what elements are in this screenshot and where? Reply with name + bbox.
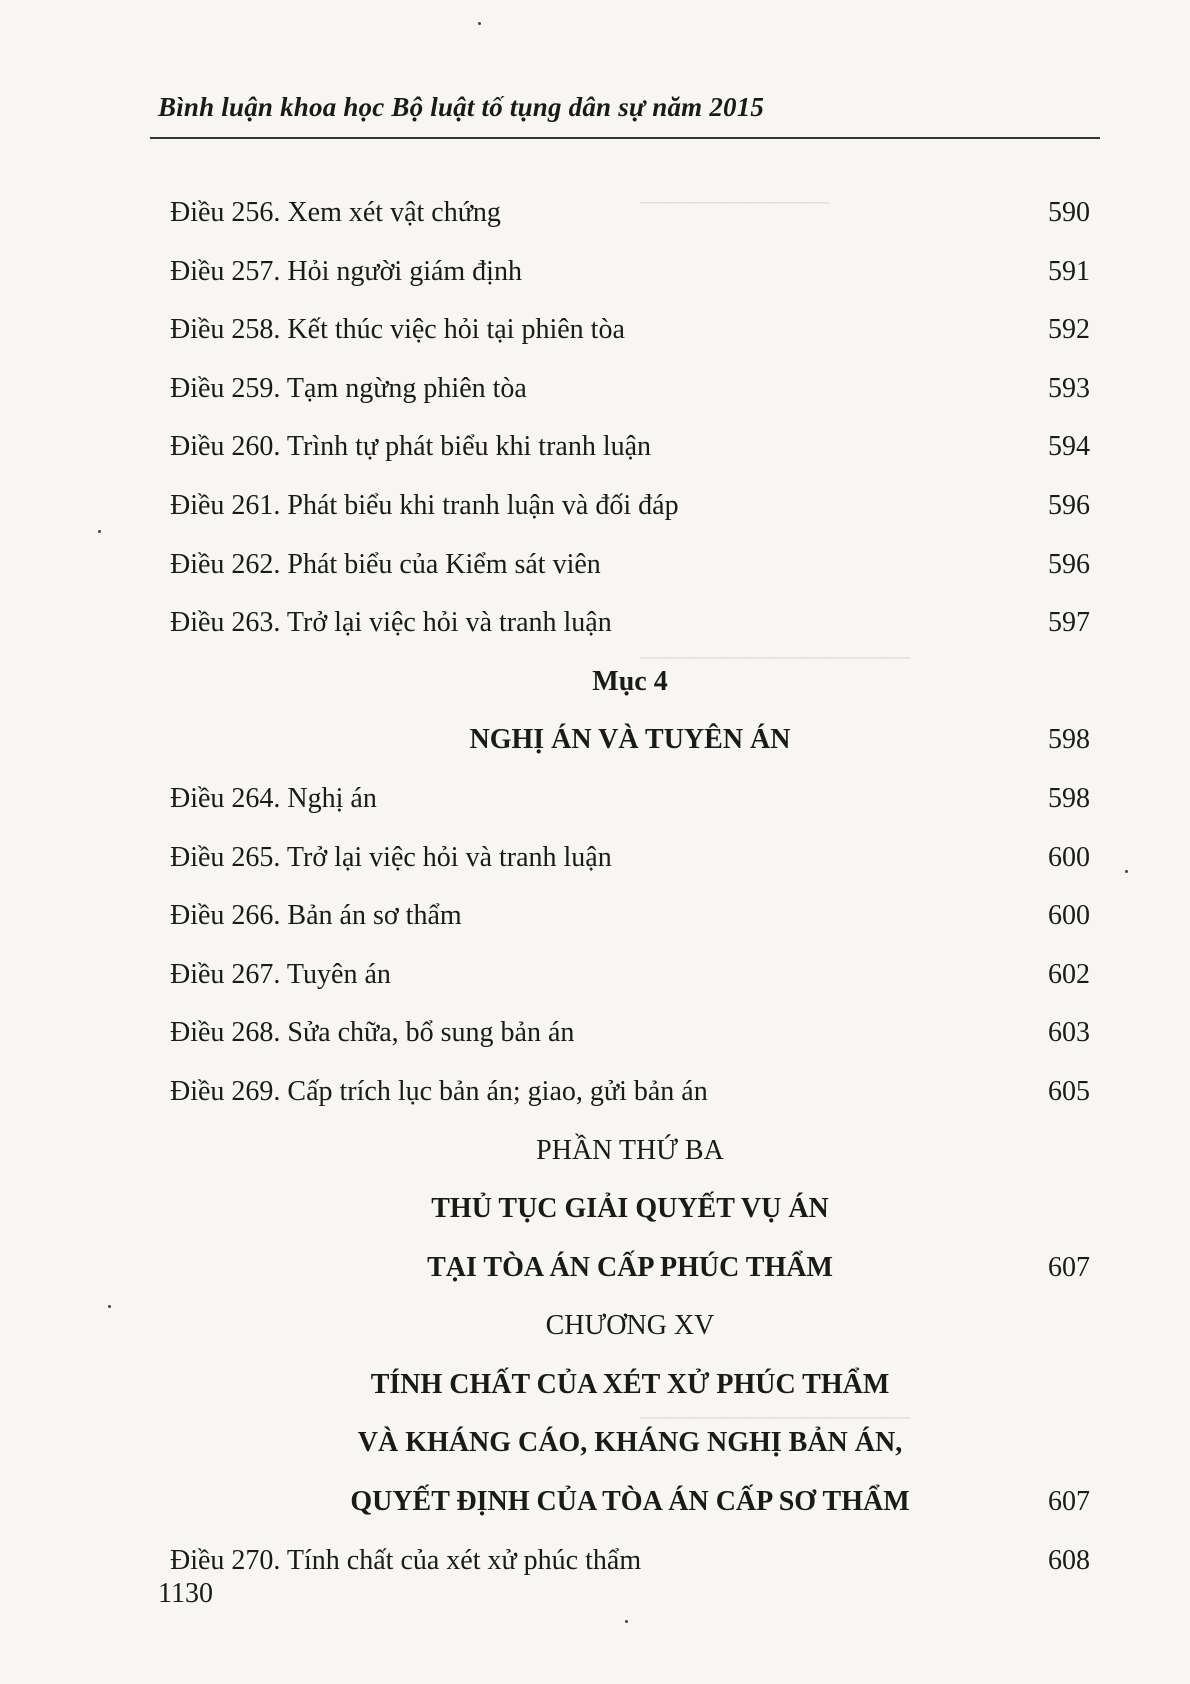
toc-entry-page: 600	[1048, 841, 1090, 873]
toc-entry[interactable]	[170, 255, 1090, 314]
toc-entry[interactable]	[170, 196, 1090, 255]
part-heading-line[interactable]	[170, 1251, 1090, 1310]
toc-entry-page: 603	[1048, 1017, 1090, 1049]
part-label: PHẦN THỨ BA	[536, 1134, 724, 1166]
toc-entry[interactable]	[170, 548, 1090, 607]
toc-entry-page: 596	[1048, 548, 1090, 580]
scan-speck	[98, 530, 101, 533]
toc-entry-title: Điều 265. Trở lại việc hỏi và tranh luận	[170, 841, 612, 873]
toc-entry-page: 590	[1048, 197, 1090, 228]
toc-entry[interactable]	[170, 430, 1090, 489]
bleed-through-shadow: ——————————	[640, 640, 910, 670]
toc-entry-page: 594	[1048, 431, 1090, 463]
toc-entry[interactable]	[170, 958, 1090, 1017]
toc-entry-title: Điều 259. Tạm ngừng phiên tòa	[170, 372, 527, 404]
toc-entry-title: Điều 266. Bản án sơ thẩm	[170, 900, 462, 932]
toc-entry-title: Điều 258. Kết thúc việc hỏi tại phiên tòa	[170, 314, 625, 346]
toc-entry-title: Điều 256. Xem xét vật chứng	[170, 197, 501, 228]
toc-entry-page: 597	[1048, 607, 1090, 639]
table-of-contents	[170, 196, 1090, 1602]
toc-entry-page: 607	[1048, 1251, 1090, 1283]
toc-entry-page: 607	[1048, 1486, 1090, 1518]
toc-entry-page: 596	[1048, 489, 1090, 521]
chapter-heading-line	[170, 1368, 1090, 1427]
chapter-heading-label	[170, 1309, 1090, 1368]
toc-entry[interactable]	[170, 606, 1090, 665]
scan-speck	[108, 1305, 111, 1308]
scan-speck	[478, 22, 481, 25]
toc-entry-page: 593	[1048, 372, 1090, 404]
part-title-line-2: TẠI TÒA ÁN CẤP PHÚC THẨM	[427, 1251, 833, 1283]
section-heading-label	[170, 665, 1090, 724]
toc-entry-title: Điều 270. Tính chất của xét xử phúc thẩm	[170, 1544, 642, 1576]
section-heading[interactable]	[170, 723, 1090, 782]
toc-entry[interactable]	[170, 372, 1090, 431]
chapter-title-line-2: VÀ KHÁNG CÁO, KHÁNG NGHỊ BẢN ÁN,	[357, 1427, 903, 1459]
toc-entry[interactable]	[170, 899, 1090, 958]
chapter-title-line-3: QUYẾT ĐỊNH CỦA TÒA ÁN CẤP SƠ THẨM	[350, 1486, 910, 1518]
toc-entry-page: 608	[1048, 1544, 1090, 1576]
scan-speck	[1125, 870, 1128, 873]
toc-entry-title: Điều 267. Tuyên án	[170, 958, 391, 990]
toc-entry-title: Điều 264. Nghị án	[170, 782, 377, 814]
toc-entry-title: Điều 269. Cấp trích lục bản án; giao, gửi bản án	[170, 1075, 708, 1107]
toc-entry-page: 598	[1048, 782, 1090, 814]
bleed-through-shadow: ——————————	[640, 1400, 910, 1430]
chapter-heading-line	[170, 1426, 1090, 1485]
toc-entry[interactable]	[170, 1075, 1090, 1134]
chapter-label: CHƯƠNG XV	[545, 1310, 715, 1342]
section-title: NGHỊ ÁN VÀ TUYÊN ÁN	[469, 724, 791, 756]
toc-entry[interactable]	[170, 1016, 1090, 1075]
toc-entry-title: Điều 268. Sửa chữa, bổ sung bản án	[170, 1017, 575, 1049]
scan-speck	[625, 1620, 628, 1623]
toc-entry-page: 602	[1048, 958, 1090, 990]
toc-entry[interactable]	[170, 313, 1090, 372]
toc-entry-title: Điều 263. Trở lại việc hỏi và tranh luận	[170, 607, 612, 639]
toc-entry-title: Điều 260. Trình tự phát biểu khi tranh luận	[170, 431, 652, 463]
running-header: Bình luận khoa học Bộ luật tố tụng dân sự năm 2015	[158, 92, 765, 122]
section-label: Mục 4	[592, 665, 668, 697]
toc-entry-page: 600	[1048, 900, 1090, 932]
bleed-through-shadow: ———————	[640, 185, 829, 215]
toc-entry-title: Điều 257. Hỏi người giám định	[170, 255, 522, 287]
part-title-line-1: THỦ TỤC GIẢI QUYẾT VỤ ÁN	[431, 1193, 829, 1225]
chapter-title-line-1: TÍNH CHẤT CỦA XÉT XỬ PHÚC THẨM	[370, 1368, 890, 1400]
toc-entry-title: Điều 262. Phát biểu của Kiểm sát viên	[170, 548, 601, 580]
toc-entry-page: 591	[1048, 255, 1090, 287]
toc-entry-page: 598	[1048, 724, 1090, 756]
toc-entry-title: Điều 261. Phát biểu khi tranh luận và đối đáp	[170, 489, 679, 521]
toc-entry-page: 592	[1048, 314, 1090, 346]
toc-entry[interactable]	[170, 1544, 1090, 1603]
toc-entry[interactable]	[170, 782, 1090, 841]
toc-entry[interactable]	[170, 489, 1090, 548]
part-heading-line	[170, 1192, 1090, 1251]
page-number: 1130	[158, 1578, 213, 1609]
chapter-heading-line[interactable]	[170, 1485, 1090, 1544]
toc-entry[interactable]	[170, 841, 1090, 900]
toc-entry-page: 605	[1048, 1075, 1090, 1107]
part-heading-label	[170, 1134, 1090, 1193]
header-divider	[150, 137, 1100, 139]
